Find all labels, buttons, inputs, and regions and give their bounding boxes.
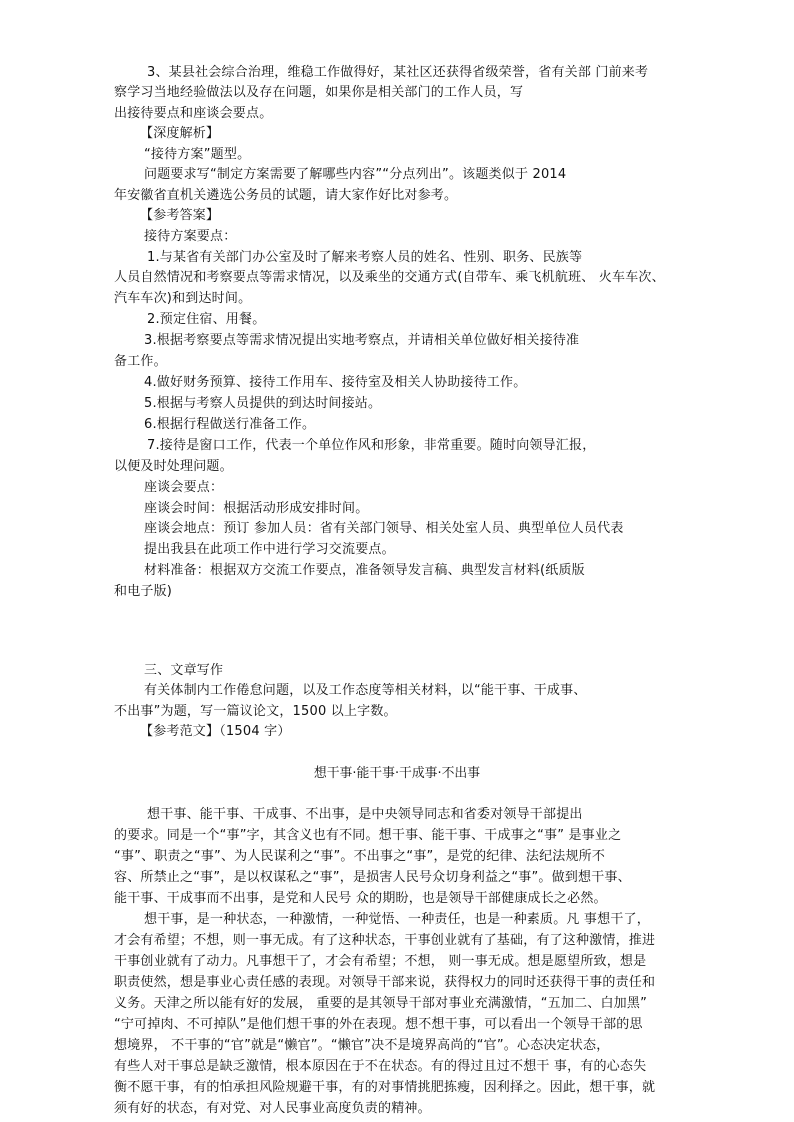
essay-line: “宁可掉肉、不可掉队”是他们想干事的外在表现。想不想干事，可以看出一个领导干部的思	[114, 1017, 643, 1032]
answer-heading: 【参考答案】	[140, 208, 220, 223]
essay-line: 义务。天津之所以能有好的发展， 重要的是其领导干部对事业充满激情，“五加二、白加黑”	[114, 996, 648, 1011]
sample-essay-heading: 【参考范文】（1504 字）	[140, 724, 291, 739]
question-3-line-3: 出接待要点和座谈会要点。	[114, 106, 273, 121]
plan-point-1-line-3: 汽车车次)和到达时间。	[114, 291, 252, 306]
essay-line: 想干事、能干事、干成事、不出事，是中央领导同志和省委对领导干部提出	[147, 807, 583, 822]
question-3-line-2: 察学习当地经验做法以及存在问题，如果你是相关部门的工作人员，写	[114, 85, 524, 100]
plan-point-2: 2.预定住宿、用餐。	[147, 312, 266, 327]
essay-line: 职责使然，想是事业心责任感的表现。对领导干部来说，获得权力的同时还获得干事的责任和	[114, 975, 656, 990]
meeting-heading: 座谈会要点：	[144, 480, 224, 495]
essay-line: 能干事、干成事而不出事，是党和人民号 众的期盼，也是领导干部健康成长之必然。	[114, 891, 607, 906]
meeting-place: 座谈会地点：预订 参加人员：省有关部门领导、相关处室人员、典型单位人员代表	[144, 521, 624, 536]
analysis-line-1: “接待方案”题型。	[144, 147, 251, 162]
essay-line: 干事创业就有了动力。凡事想干了，才会有希望；不想， 则一事无成。想是愿望所致，想是	[114, 954, 647, 969]
materials-line-1: 材料准备：根据双方交流工作要点，准备领导发言稿、典型发言材料(纸质版	[144, 563, 585, 578]
essay-line: 容、所禁止之“事”，是以权谋私之“事”，是损害人民号众切身利益之“事”。做到想干事、	[114, 870, 631, 885]
section-3-prompt-line-1: 有关体制内工作倦怠问题，以及工作态度等相关材料，以“能干事、干成事、	[144, 683, 587, 698]
plan-point-7-line-2: 以便及时处理问题。	[114, 459, 233, 474]
plan-point-4: 4.做好财务预算、接待工作用车、接待室及相关人协助接待工作。	[144, 375, 527, 390]
essay-line: “事”、职责之“事”、为人民谋利之“事”。不出事之“事”，是党的纪律、法纪法规所不	[114, 849, 606, 864]
plan-point-3-line-1: 3.根据考察要点等需求情况提出实地考察点，并请相关单位做好相关接待准	[144, 333, 580, 348]
analysis-heading: 【深度解析】	[140, 126, 220, 141]
essay-line: 衡不愿干事，有的怕承担风险规避干事，有的对事情挑肥拣瘦，因利择之。因此，想干事，就	[114, 1080, 656, 1095]
materials-line-2: 和电子版)	[114, 584, 173, 599]
essay-title: 想干事·能干事·干成事·不出事	[313, 766, 481, 781]
plan-point-1-line-2: 人员自然情况和考察要点等需求情况，以及乘坐的交通方式(自带车、乘飞机航班、 火车车次、	[114, 270, 665, 285]
plan-point-5: 5.根据与考察人员提供的到达时间接站。	[144, 396, 382, 411]
analysis-line-2: 问题要求写“制定方案需要了解哪些内容”“分点列出”。该题类似于 2014	[144, 167, 567, 182]
meeting-time: 座谈会时间：根据活动形成安排时间。	[144, 501, 369, 516]
essay-line: 须有好的状态，有对党、对人民事业高度负责的精神。	[114, 1101, 431, 1116]
plan-point-1-line-1: 1.与某省有关部门办公室及时了解来考察人员的姓名、性别、职务、民族等	[147, 250, 583, 265]
question-3-line-1: 3、某县社会综合治理，维稳工作做得好，某社区还获得省级荣誉，省有关部 门前来考	[147, 65, 649, 80]
meeting-topic: 提出我县在此项工作中进行学习交流要点。	[144, 542, 395, 557]
plan-point-3-line-2: 备工作。	[114, 354, 167, 369]
section-3-heading: 三、文章写作	[144, 663, 224, 678]
reception-plan-heading: 接待方案要点：	[144, 229, 237, 244]
essay-line: 的要求。同是一个“事”字，其含义也有不同。想干事、能干事、干成事之“事” 是事业之	[114, 828, 622, 843]
plan-point-7-line-1: 7.接待是窗口工作，代表一个单位作风和形象，非常重要。随时向领导汇报，	[147, 438, 596, 453]
essay-line: 有些人对干事总是缺乏激情，根本原因在于不在状态。有的得过且过不想干 事，有的心态失	[114, 1059, 647, 1074]
essay-line: 想境界， 不干事的“官”就是“懒官”。“懒官”决不是境界高尚的“官”。心态决定状态，	[114, 1038, 610, 1053]
essay-line: 想干事，是一种状态，一种激情，一种觉悟、一种责任，也是一种素质。凡 事想干了，	[144, 912, 650, 927]
section-3-prompt-line-2: 不出事”为题，写一篇议论文，1500 以上字数。	[114, 704, 397, 719]
essay-line: 才会有希望；不想，则一事无成。有了这种状态，干事创业就有了基础，有了这种激情，推进	[114, 933, 656, 948]
plan-point-6: 6.根据行程做送行准备工作。	[144, 417, 316, 432]
analysis-line-3: 年安徽省直机关遴选公务员的试题，请大家作好比对参考。	[114, 188, 458, 203]
